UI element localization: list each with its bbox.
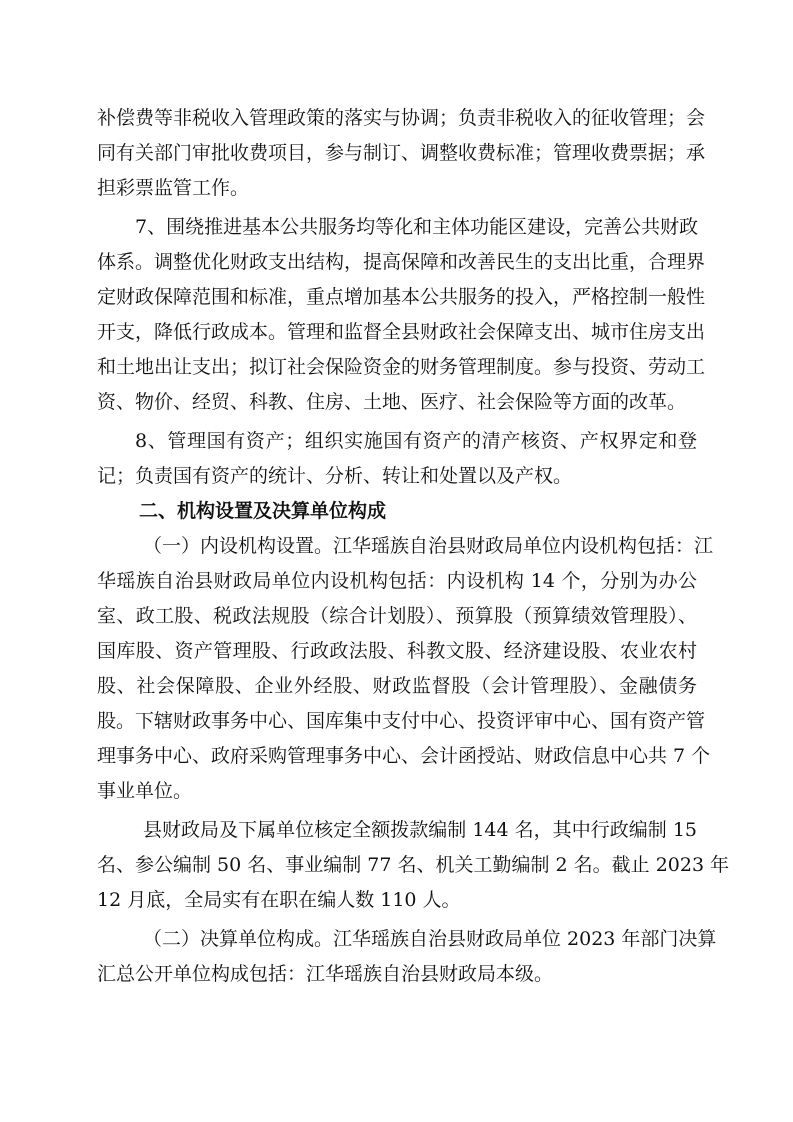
text-line: 资、物价、经贸、科教、住房、土地、医疗、社会保险等方面的改革。 xyxy=(97,391,687,413)
text-line: 和土地出让支出；拟订社会保险资金的财务管理制度。参与投资、劳动工 xyxy=(97,356,706,378)
text-line: 名、参公编制 50 名、事业编制 77 名、机关工勤编制 2 名。截止 2023 年 xyxy=(97,854,730,876)
document-body xyxy=(97,101,730,992)
text-line: （二）决算单位构成。江华瑶族自治县财政局单位 2023 年部门决算 xyxy=(143,928,717,950)
paragraph-item-7 xyxy=(97,210,706,420)
text-line: 开支，降低行政成本。管理和监督全县财政社会保障支出、城市住房支出 xyxy=(97,321,706,343)
text-line: 补偿费等非税收入管理政策的落实与协调；负责非税收入的征收管理；会 xyxy=(97,107,706,129)
section-heading-2 xyxy=(97,494,697,529)
paragraph-item-8 xyxy=(97,424,697,494)
text-line: 8、管理国有资产；组织实施国有资产的清产核资、产权界定和登 xyxy=(135,430,697,452)
text-line: 县财政局及下属单位核定全额拨款编制 144 名，其中行政编制 15 xyxy=(143,819,697,841)
paragraph-staffing xyxy=(97,813,730,918)
text-line: 12 月底，全局实有在职在编人数 110 人。 xyxy=(97,889,461,911)
text-line: 记；负责国有资产的统计、分析、转让和处置以及产权。 xyxy=(97,465,573,487)
text-line: 事业单位。 xyxy=(97,780,193,802)
text-line: 股、社会保障股、企业外经股、财政监督股（会计管理股）、金融债务 xyxy=(97,675,697,697)
text-line: 理事务中心、政府采购管理事务中心、会计函授站、财政信息中心共 7 个 xyxy=(97,745,711,767)
text-line: 股。下辖财政事务中心、国库集中支付中心、投资评审中心、国有资产管 xyxy=(97,710,706,732)
text-line: 国库股、资产管理股、行政政法股、科教文股、经济建设股、农业农村 xyxy=(97,640,697,662)
text-line: 担彩票监管工作。 xyxy=(97,177,250,199)
text-line: 华瑶族自治县财政局单位内设机构包括：内设机构 14 个，分别为办公 xyxy=(97,570,697,592)
section-heading: 二、机构设置及决算单位构成 xyxy=(139,500,387,522)
text-line: 定财政保障范围和标准，重点增加基本公共服务的投入，严格控制一般性 xyxy=(97,286,706,308)
paragraph-fees-continued xyxy=(97,101,706,206)
paragraph-final-account-units xyxy=(97,922,717,992)
text-line: 室、政工股、税政法规股（综合计划股）、预算股（预算绩效管理股）、 xyxy=(97,605,697,627)
paragraph-internal-institutions xyxy=(97,529,714,809)
text-line: 体系。调整优化财政支出结构，提高保障和改善民生的支出比重，合理界 xyxy=(97,251,706,273)
text-line: 同有关部门审批收费项目，参与制订、调整收费标准；管理收费票据；承 xyxy=(97,142,706,164)
text-line: （一）内设机构设置。江华瑶族自治县财政局单位内设机构包括：江 xyxy=(143,535,714,557)
text-line: 7、围绕推进基本公共服务均等化和主体功能区建设，完善公共财政 xyxy=(135,216,699,238)
text-line: 汇总公开单位构成包括：江华瑶族自治县财政局本级。 xyxy=(97,963,554,985)
